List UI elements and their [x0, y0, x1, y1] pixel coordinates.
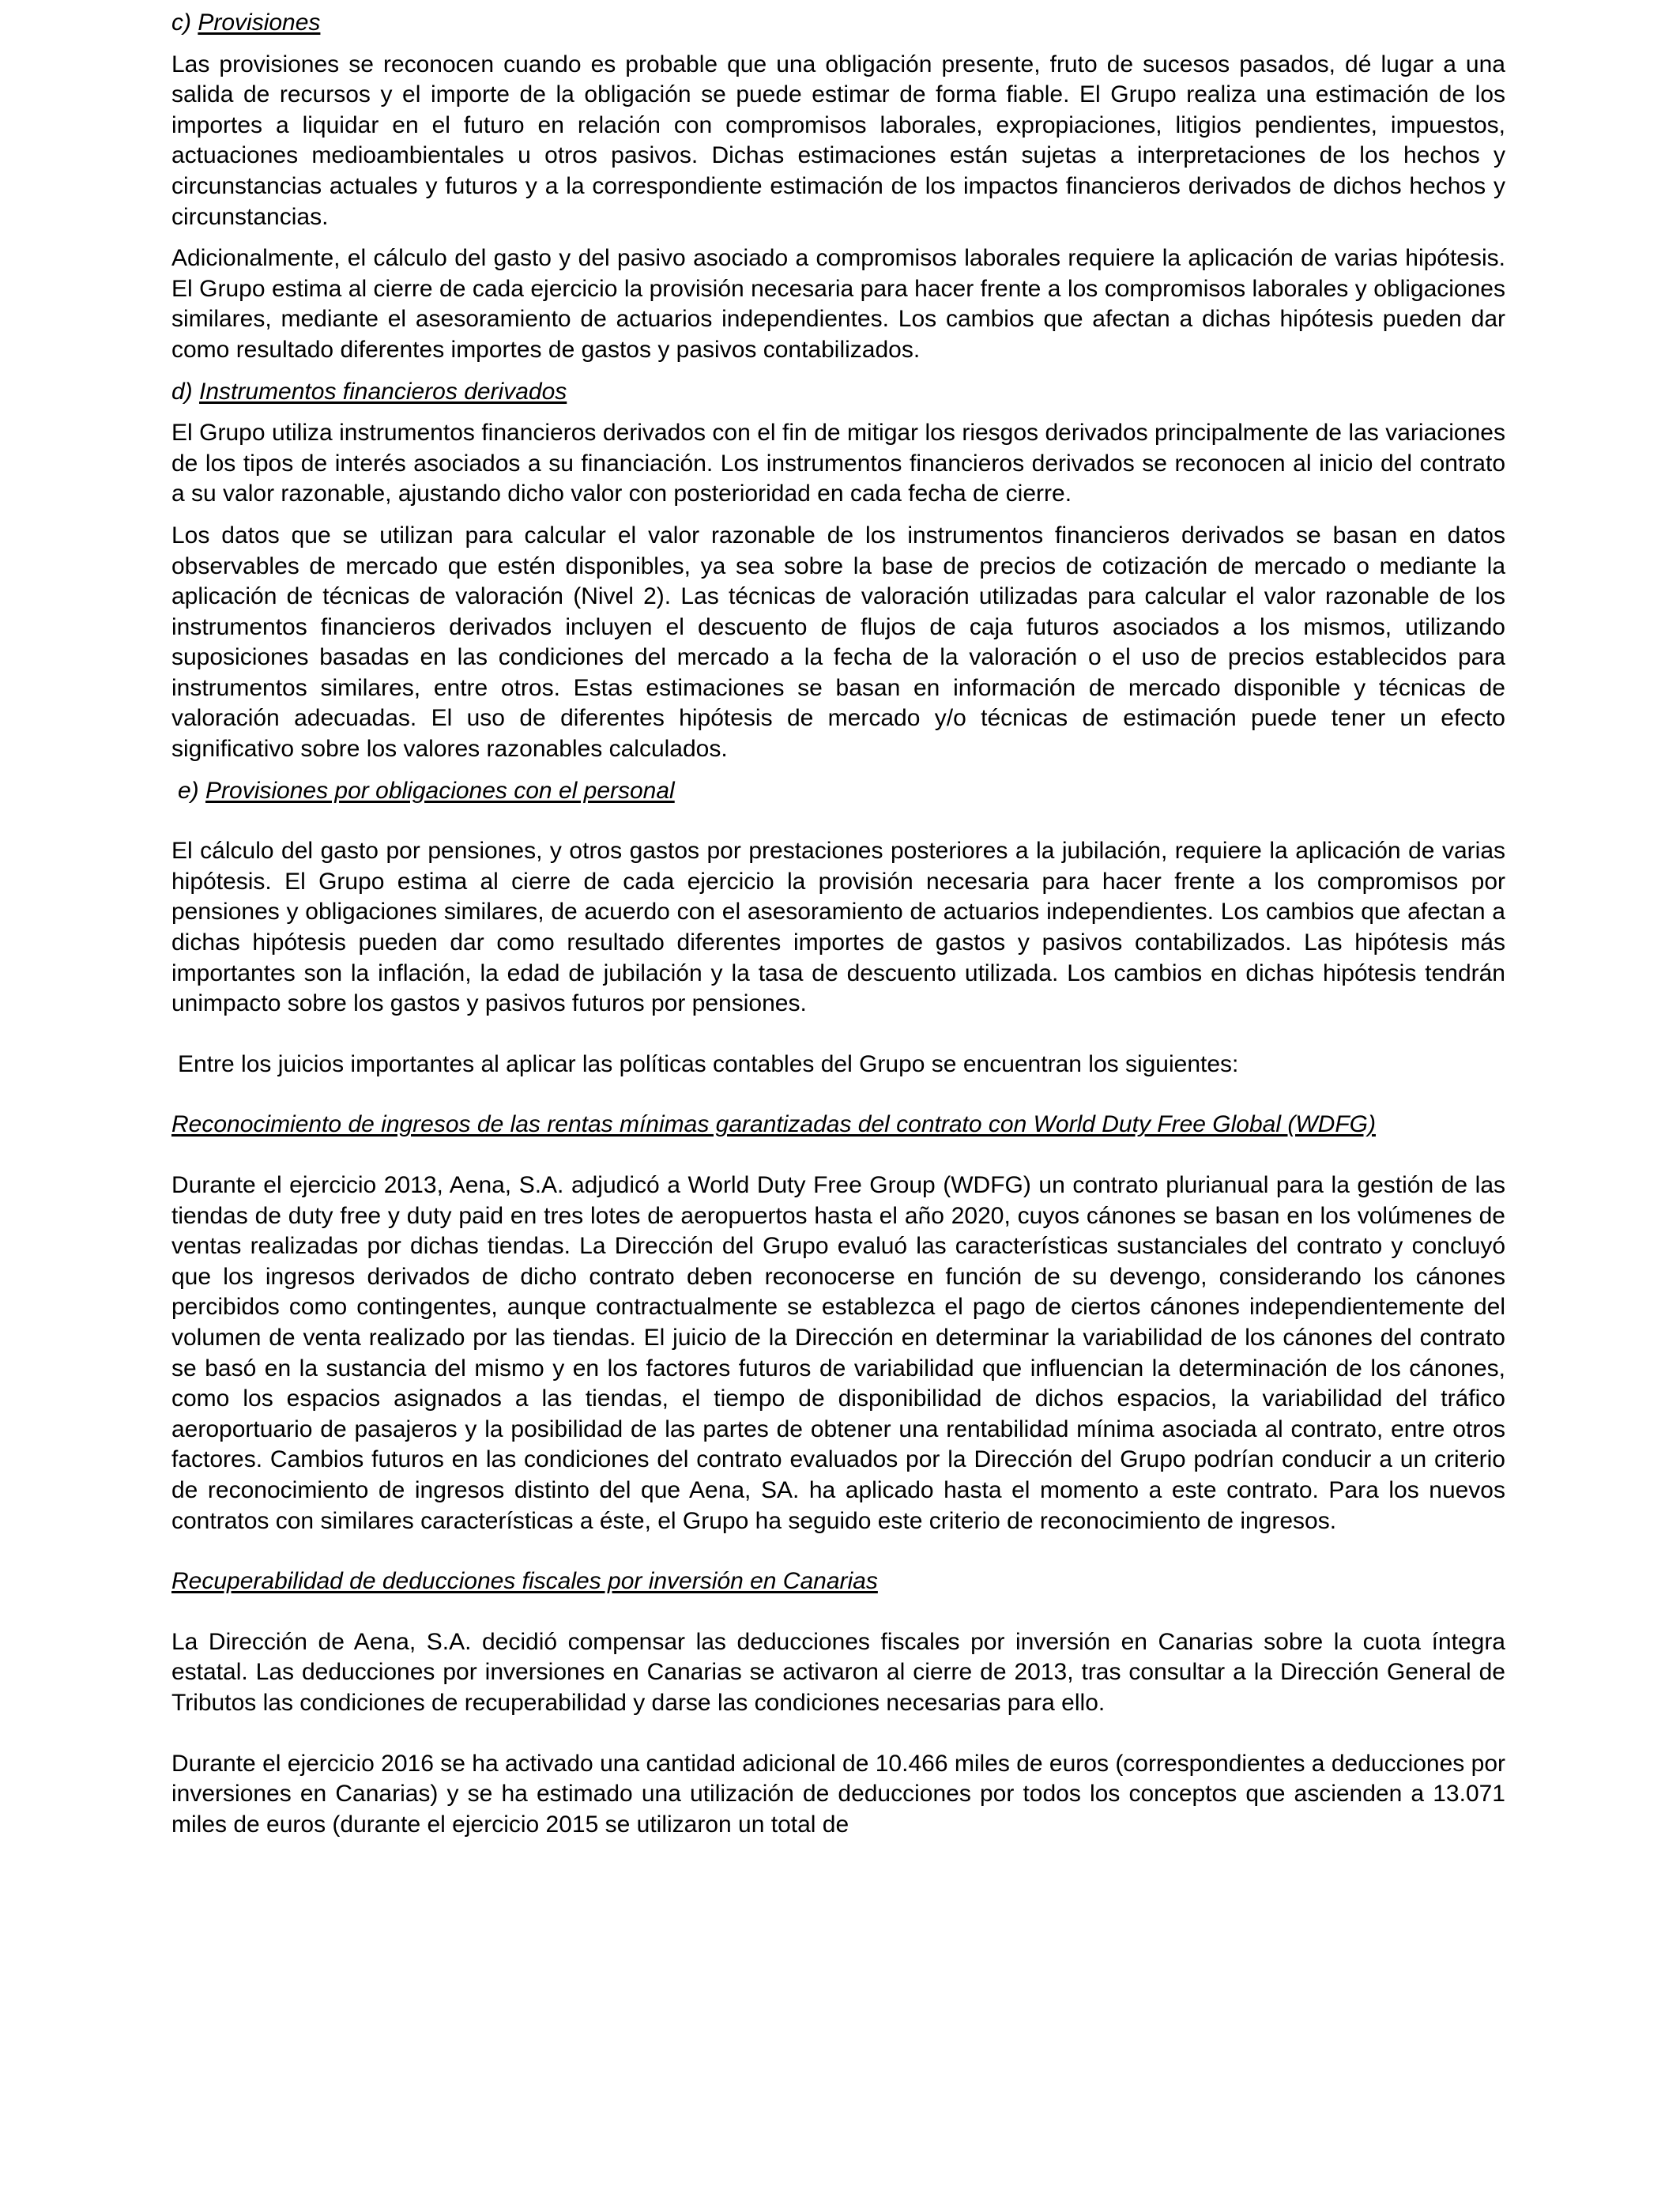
section-d-paragraph-2: Los datos que se utilizan para calcular el valor razonable de los instrumentos financieros derivados se basan en datos observables de mercado que estén disponibles, ya sea sobre la base de precios de cotización de mercado o mediante la aplicación de técnicas de valoración (Nivel 2). Las técnicas de valoración utilizadas para calcular el valor razonable de los instrumentos financieros derivados incluyen el descuento de flujos de caja futuros asociados a los mismos, utilizando suposiciones basadas en las condiciones del mercado a la fecha de la valoración o el uso de precios establecidos para instrumentos similares, entre otros. Estas estimaciones se basan en información de mercado disponible y técnicas de valoración adecuadas. El uso de diferentes hipótesis de mercado y/o técnicas de estimación puede tener un efecto significativo sobre los valores razonables calculados.: [171, 522, 1505, 763]
section-e-letter: e): [178, 777, 199, 804]
section-c-title: Provisiones: [198, 9, 321, 36]
section-e-heading: [171, 776, 1505, 807]
section-d-title: Instrumentos financieros derivados: [199, 378, 567, 405]
canarias-paragraph-2: Durante el ejercicio 2016 se ha activado una cantidad adicional de 10.466 miles de euros (correspondientes a deducciones por inversiones en Canarias) y se ha estimado una utilización de deducciones por todos los conceptos que ascienden a 13.071 miles de euros (durante el ejercicio 2015 se utilizaron un total de: [171, 1750, 1505, 1838]
section-c-letter: c): [171, 9, 191, 36]
canarias-paragraph-1: La Dirección de Aena, S.A. decidió compensar las deducciones fiscales por inversión en Canarias sobre la cuota íntegra estatal. Las deducciones por inversiones en Canarias se activaron al cierre de 2013, tras consultar a la Dirección General de Tributos las condiciones de recuperabilidad y darse las condiciones necesarias para ello.: [171, 1628, 1505, 1716]
section-e-title: Provisiones por obligaciones con el personal: [205, 777, 675, 804]
section-e-paragraph-1: El cálculo del gasto por pensiones, y otros gastos por prestaciones posteriores a la jubilación, requiere la aplicación de varias hipótesis. El Grupo estima al cierre de cada ejercicio la provisión necesaria para hacer frente a los compromisos por pensiones y obligaciones similares, de acuerdo con el asesoramiento de actuarios independientes. Los cambios que afectan a dichas hipótesis pueden dar como resultado diferentes importes de gastos y pasivos contabilizados. Las hipótesis más importantes son la inflación, la edad de jubilación y la tasa de descuento utilizada. Los cambios en dichas hipótesis tendrán unimpacto sobre los gastos y pasivos futuros por pensiones.: [171, 838, 1505, 1017]
section-d-paragraph-1: El Grupo utiliza instrumentos financieros derivados con el fin de mitigar los riesgos derivados principalmente de las variaciones de los tipos de interés asociados a su financiación. Los instrumentos financieros derivados se reconocen al inicio del contrato a su valor razonable, ajustando dicho valor con posterioridad en cada fecha de cierre.: [171, 420, 1505, 507]
section-c-paragraph-2: Adicionalmente, el cálculo del gasto y del pasivo asociado a compromisos laborales requiere la aplicación de varias hipótesis. El Grupo estima al cierre de cada ejercicio la provisión necesaria para hacer frente a los compromisos laborales y obligaciones similares, mediante el asesoramiento de actuarios independientes. Los cambios que afectan a dichas hipótesis pueden dar como resultado diferentes importes de gastos y pasivos contabilizados.: [171, 245, 1505, 363]
document-page: [171, 8, 1505, 1840]
section-c-heading: [171, 8, 1505, 39]
section-d-heading: [171, 377, 1505, 408]
wdfg-heading: Reconocimiento de ingresos de las rentas mínimas garantizadas del contrato con World Duty Free Global (WDFG): [171, 1111, 1376, 1138]
canarias-heading: Recuperabilidad de deducciones fiscales por inversión en Canarias: [171, 1568, 878, 1595]
wdfg-paragraph-1: Durante el ejercicio 2013, Aena, S.A. adjudicó a World Duty Free Group (WDFG) un contrato plurianual para la gestión de las tiendas de duty free y duty paid en tres lotes de aeropuertos hasta el año 2020, cuyos cánones se basan en los volúmenes de ventas realizadas por dichas tiendas. La Dirección del Grupo evaluó las características sustanciales del contrato y concluyó que los ingresos derivados de dicho contrato deben reconocerse en función de su devengo, considerando los cánones percibidos como contingentes, aunque contractualmente se establezca el pago de ciertos cánones independientemente del volumen de venta realizado por las tiendas. El juicio de la Dirección en determinar la variabilidad de los cánones del contrato se basó en la sustancia del mismo y en los factores futuros de variabilidad que influencian la determinación de los cánones, como los espacios asignados a las tiendas, el tiempo de disponibilidad de dichos espacios, la variabilidad del tráfico aeroportuario de pasajeros y la posibilidad de las partes de obtener una rentabilidad mínima asociada al contrato, entre otros factores. Cambios futuros en las condiciones del contrato evaluados por la Dirección del Grupo podrían conducir a un criterio de reconocimiento de ingresos distinto del que Aena, SA. ha aplicado hasta el momento a este contrato. Para los nuevos contratos con similares características a éste, el Grupo ha seguido este criterio de reconocimiento de ingresos.: [171, 1172, 1505, 1534]
juicios-intro: Entre los juicios importantes al aplicar las políticas contables del Grupo se encuentran los siguientes:: [178, 1050, 1239, 1077]
section-d-letter: d): [171, 378, 193, 405]
section-c-paragraph-1: Las provisiones se reconocen cuando es probable que una obligación presente, fruto de sucesos pasados, dé lugar a una salida de recursos y el importe de la obligación se puede estimar de forma fiable. El Grupo realiza una estimación de los importes a liquidar en el futuro en relación con compromisos laborales, expropiaciones, litigios pendientes, impuestos, actuaciones medioambientales u otros pasivos. Dichas estimaciones están sujetas a interpretaciones de los hechos y circunstancias actuales y futuros y a la correspondiente estimación de los impactos financieros derivados de dichos hechos y circunstancias.: [171, 51, 1505, 230]
